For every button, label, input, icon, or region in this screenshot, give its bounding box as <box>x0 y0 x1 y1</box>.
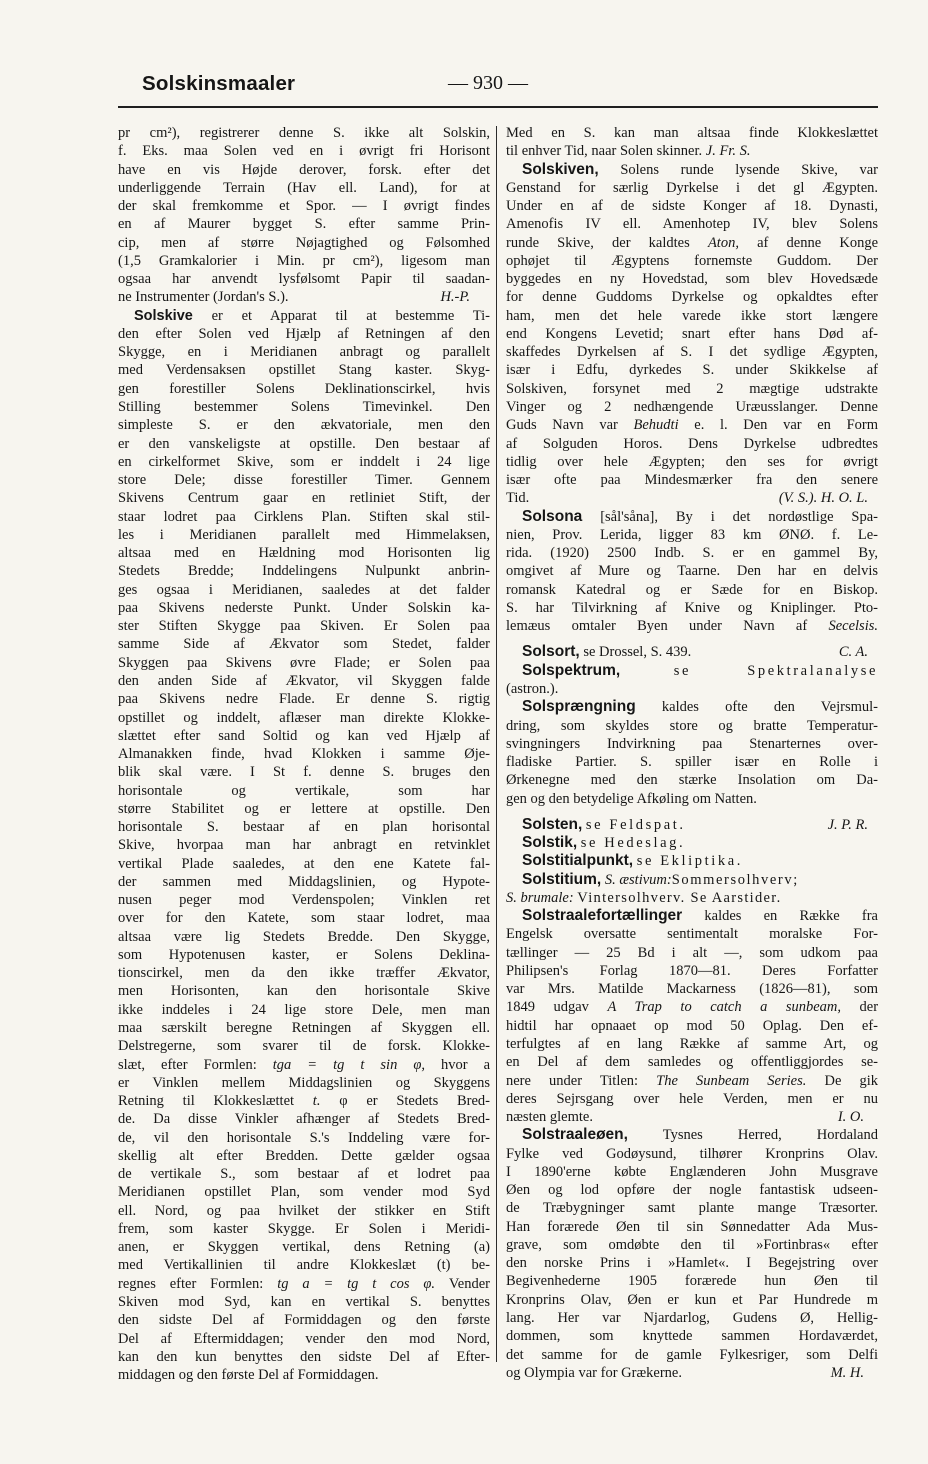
text-line: store Dele; disse forestiller Timer. Gennem <box>118 472 490 489</box>
spacer <box>506 635 878 643</box>
text-fragment: Vender <box>448 1275 490 1292</box>
text-line: dring, som skyldes store og bratte Temperatur- <box>506 717 878 734</box>
entry-headword: Solstraaleøen, <box>522 1126 628 1144</box>
text-line: skellig alt efter Bredden. Dette gælder ogsaa <box>118 1147 490 1164</box>
text-line: Vinger og 2 nedhængende Uræusslanger. Denne <box>506 398 878 415</box>
text-line: have en vis Højde derover, forsk. efter det <box>118 161 490 178</box>
text-line: er den vanskeligste at opstille. Den bestaar af <box>118 435 490 452</box>
text-line: Engelsk oversatte sentimentalt moralske For- <box>506 926 878 943</box>
text-line: Skive, hvorpaa man har anbragt en retvinklet <box>118 837 490 854</box>
entry-headword: Solstraalefortællinger <box>522 907 683 925</box>
entry-headword: Solsten, <box>522 815 583 833</box>
text-line: med Vertikallinien til andre Klokkeslæt (t) be- <box>118 1257 490 1274</box>
text-fragment: til enhver Tid, naar Solen skinner. <box>506 143 703 160</box>
column-divider <box>496 126 497 1362</box>
text-line: nusen peger mod Verdenspolen; Vinklen ret <box>118 892 490 909</box>
text-line: det samme for de gamle Fylkesriger, som Delfi <box>506 1346 878 1363</box>
text-fragment: [sål'såna], By i det nordøstlige Spa- <box>600 508 878 525</box>
text-line: horisontale S. bestaar af en plan horisontal <box>118 819 490 836</box>
text-line: (astron.). <box>506 680 559 697</box>
text-fragment: regnes efter Formlen: <box>118 1275 264 1292</box>
entry-headword: Solsprængning <box>522 698 636 716</box>
page-number: — 930 — <box>448 72 528 94</box>
text-fragment: se Hedeslag. <box>580 835 686 852</box>
text-line: svingningers Indvirkning paa Stenarternes over- <box>506 735 878 752</box>
text-line: slættet efter sand Soltid og kan ved Hjælp af <box>118 727 490 744</box>
text-line: tidlig over hele Ægypten; den ses for øvrigt <box>506 453 878 470</box>
text-line: over for den Katete, som staar lodret, maa <box>118 910 490 927</box>
text-line: af Solguden Horos. Dens Dyrkelse udbredtes <box>506 435 878 452</box>
entry-start-line <box>506 852 878 870</box>
text-line: samme Side af Ækvator som Stedet, falder <box>118 636 490 653</box>
text-line-with-signature <box>506 1364 878 1382</box>
author-signature: J. P. R. <box>827 816 868 833</box>
formula: tg a = tg t cos φ. <box>277 1275 436 1292</box>
italic-term: The Sunbeam Series. <box>656 1072 807 1089</box>
author-signature: J. Fr. S. <box>705 143 751 160</box>
text-line: Delstregerne, som svarer til de forsk. Klokke- <box>118 1038 490 1055</box>
text-line <box>506 998 878 1016</box>
text-line-with-signature <box>118 288 490 306</box>
text-line: ges ogsaa i Meridianen, saaledes at det falder <box>118 581 490 598</box>
text-fragment: se Spektralanalyse <box>673 662 878 679</box>
text-line: paa Skivens nedre Flade. Er denne S. rigtig <box>118 691 490 708</box>
text-line: f. Eks. maa Solen ved en i øvrigt fri Horisont <box>118 143 490 160</box>
author-signature: C. A. <box>838 644 868 661</box>
entry-headword: Solsort, <box>522 643 580 661</box>
text-line: den efter Solen ved Hjælp af Retningen af den <box>118 325 490 342</box>
formula: tga = tg t sin φ, <box>272 1056 425 1073</box>
entry-start-line <box>506 643 878 661</box>
running-head-title: Solskinsmaaler <box>142 72 296 95</box>
text-line: opstillet og inddelt, aflæser man direkte Klokke- <box>118 709 490 726</box>
entry-start-line <box>506 161 878 179</box>
text-fragment: er et Apparat til at bestemme Ti- <box>211 307 490 324</box>
text-line: Amenofis IV ell. Amenhotep IV, blev Solens <box>506 216 878 233</box>
text-line: større Stabilitet og er lettere at opstille. Den <box>118 800 490 817</box>
italic-term: S. æstivum: <box>604 871 672 888</box>
text-line: Han forærede Øen til sin Sønnedatter Ada Mus- <box>506 1218 878 1235</box>
text-line: Skyggen paa Skivens øvre Flade; er Solen paa <box>118 654 490 671</box>
author-signature: (V. S.). H. O. L. <box>778 490 868 507</box>
text-line: Del af Eftermiddagen; vender den mod Nord, <box>118 1330 490 1347</box>
text-line: de vertikale S., som bestaar af et lodret paa <box>118 1166 490 1183</box>
text-fragment: Vintersolhverv. Se Aarstider. <box>577 889 782 906</box>
entry-headword: Solsona <box>522 507 583 525</box>
text-line: for denne Guddoms Dyrkelse og opkaldtes efter <box>506 289 878 306</box>
text-line: Skygge, en i Meridianen anbragt og parallelt <box>118 344 490 361</box>
text-line: Skiven mod Syd, kan en vertikal S. benyttes <box>118 1294 490 1310</box>
text-line: skaffedes Dyrkelsen af S. I det sydlige Ægypten, <box>506 344 878 361</box>
spacer <box>506 808 878 816</box>
text-fragment: Tysnes Herred, Hordaland <box>662 1127 878 1144</box>
text-fragment: kaldes ofte den Vejrsmul- <box>661 699 878 716</box>
text-line: der sammen med Middagslinien, og Hypote- <box>118 873 490 890</box>
text-line: den anden Side af Ækvator, vil Skyggen falde <box>118 672 490 689</box>
entry-headword: Solstitium, <box>522 870 602 888</box>
text-line: paa Skivens nederste Punkt. Under Solskin ka- <box>118 599 490 616</box>
text-line: de Træbygninger samt plante mange Træsorter. <box>506 1200 878 1217</box>
entry-headword: Solspektrum, <box>522 661 621 679</box>
entry-start-line <box>506 508 878 526</box>
italic-term: Aton, <box>707 234 739 251</box>
italic-term: A Trap to catch a sunbeam, <box>607 999 842 1016</box>
text-line: dommen, som knyttede sammen Hordaværdet, <box>506 1328 878 1345</box>
text-line: terfulgtes af en lang Række af samme Art, og <box>506 1036 878 1053</box>
entry-headword: Solstitialpunkt, <box>522 852 634 870</box>
text-fragment: hvor a <box>441 1056 490 1073</box>
text-line: Fylke ved Godøysund, tilhører Kronprins Olav. <box>506 1145 878 1162</box>
text-line: er Vinklen mellem Middagslinien og Skyggens <box>118 1074 490 1091</box>
entry-start-line <box>506 871 878 889</box>
entry-start-line <box>506 1126 878 1144</box>
text-fragment: kaldes en Række fra <box>704 908 878 925</box>
text-line: simpleste S. er den ækvatoriale, men den <box>118 417 490 434</box>
entry-start-line <box>506 834 878 852</box>
author-signature: I. O. <box>837 1109 864 1126</box>
text-fragment: Retning til Klokkeslættet <box>118 1093 295 1110</box>
text-fragment: se Feldspat. <box>585 816 686 833</box>
text-line: frem, som kaster Skygge. Er Solen i Meridi- <box>118 1220 490 1237</box>
text-fragment: slæt, efter Formlen: <box>118 1056 257 1073</box>
text-line: grave, som omdøbte den til »Fortinbras« efter <box>506 1236 878 1253</box>
text-line: Kronprins Olav, Øen er kun et Par Hundrede m <box>506 1291 878 1308</box>
text-line: end Kongens Levetid; snart efter hans Død af- <box>506 325 878 342</box>
formula-symbol: t. <box>312 1093 321 1110</box>
text-line: les i Meridianen parallelt med Himmelaksen, <box>118 526 490 543</box>
entry-start-line <box>506 816 878 834</box>
text-line <box>506 889 878 907</box>
text-line-with-signature <box>506 1108 878 1126</box>
text-line: Øen og lod opføre der nogle fantastisk udseen- <box>506 1182 878 1199</box>
text-line: en Del af dem samledes og offentliggjordes se- <box>506 1054 878 1071</box>
text-line: cip, men af større Nøjagtighed og Følsomhed <box>118 234 490 251</box>
text-fragment: næsten glemte. <box>506 1109 593 1126</box>
text-line: de, vil den horisontale S.'s Inddeling være for- <box>118 1129 490 1146</box>
text-line: byggedes en ny Hovedstad, som blev Hovedsæde <box>506 271 878 288</box>
text-line: staar lodret paa Cirklens Plan. Stiften skal stil- <box>118 508 490 525</box>
entry-headword: Solskive <box>134 307 193 324</box>
text-line: underliggende Terrain (Hav ell. Land), for at <box>118 179 490 196</box>
text-line: Begivenhederne 1905 forærede hun Øen til <box>506 1273 878 1290</box>
text-line-with-signature <box>506 142 878 160</box>
text-fragment: se Drossel, S. 439. <box>583 644 692 661</box>
text-line: gen forestiller Solens Deklinationscirkel, hvis <box>118 380 490 397</box>
text-fragment: ne Instrumenter (Jordan's S.). <box>118 289 289 306</box>
text-fragment: Solens runde lysende Skive, var <box>620 161 878 178</box>
text-fragment: 1849 udgav <box>506 999 589 1016</box>
text-line: den sidste Del af Formiddagen og den første <box>118 1312 490 1329</box>
text-line: nien, Prov. Lerida, ligger 83 km ØNØ. f. Le- <box>506 526 878 543</box>
text-line: ogsaa har anvendt lysfølsomt Papir til saadan- <box>118 271 490 288</box>
text-line: var Mrs. Matilde Mackarness (1826—81), som <box>506 981 878 998</box>
text-line: vertikal Plade saaledes, at den ene Katete fal- <box>118 855 490 872</box>
text-line: fladiske Partier. S. spiller især en Rolle i <box>506 754 878 771</box>
entry-start-line <box>506 662 878 680</box>
text-line: rida. (1920) 2500 Indb. S. er en gammel By, <box>506 545 878 562</box>
text-line: deres Sejrsgang over hele Verden, men er nu <box>506 1090 878 1107</box>
entry-start-line <box>506 907 878 925</box>
text-fragment: af denne Konge <box>757 234 878 251</box>
formula-line <box>118 1056 490 1074</box>
text-line: hidtil har opnaaet op mod 50 Oplag. Den ef- <box>506 1017 878 1034</box>
text-fragment: φ er Stedets Bred- <box>339 1093 490 1110</box>
text-line: især i Edfu, dyrkedes S. under Skikkelse af <box>506 362 878 379</box>
italic-term: S. brumale: <box>506 889 574 906</box>
text-line: middagen og den første Del af Formiddagen. <box>118 1367 379 1384</box>
text-line: horisontale og vertikale, som har <box>118 782 490 799</box>
text-line: de. Da disse Vinkler afhænger af Stedets Bred- <box>118 1111 490 1128</box>
text-fragment: og Olympia var for Grækerne. <box>506 1364 682 1381</box>
text-line: Med en S. kan man altsaa finde Klokkeslættet <box>506 125 878 141</box>
text-line: Genstand for særlig Dyrkelse i det gl Ægypten. <box>506 179 878 196</box>
text-line: anen, er Skyggen vertikal, dens Retning (a) <box>118 1239 490 1256</box>
text-fragment: nere under Titlen: <box>506 1072 639 1089</box>
text-line: I 1890'erne købte Englænderen John Musgrave <box>506 1163 878 1180</box>
text-line: der skal fremkomme et Spor. — I øvrigt findes <box>118 198 490 215</box>
entry-headword: Solskiven, <box>522 160 599 178</box>
text-line <box>506 234 878 252</box>
formula-line <box>118 1275 490 1293</box>
entry-headword: Solstik, <box>522 834 578 852</box>
text-fragment: Sommersolhverv; <box>671 871 799 888</box>
text-line: en af Maurer bygget S. efter samme Prin- <box>118 216 490 233</box>
text-line: altsaa være lig Stedets Bredde. Den Skygge, <box>118 928 490 945</box>
text-line: lang. Her var Njardarlog, Gudens Ø, Hellig- <box>506 1310 878 1326</box>
text-fragment: De gik <box>824 1072 878 1089</box>
right-column <box>506 124 878 1382</box>
text-line: som Hypotenusen kaster, er Solens Deklina- <box>118 946 490 963</box>
text-line: tionscirkel, men da den ikke træffer Ækvator, <box>118 965 490 982</box>
text-line <box>506 416 878 434</box>
italic-term: Behudti <box>633 417 679 434</box>
text-line: Meridianen opstillet Plan, som vender mod Syd <box>118 1184 490 1201</box>
text-line: (1,5 Gramkalorier i Min. pr cm²), ligesom man <box>118 252 490 269</box>
text-line: Solskiven, forsynet med 2 mægtige udstrakte <box>506 380 878 397</box>
text-line: Stedets Bredde; Inddelingens Nulpunkt anbrin- <box>118 563 490 580</box>
text-line: romansk Katedral og er Sæde for en Biskop. <box>506 581 878 598</box>
italic-term: Secelsis. <box>828 618 878 635</box>
text-line <box>506 617 878 635</box>
text-line: en cirkelformet Skive, som er inddelt i 24 lige <box>118 453 490 470</box>
text-line: omgivet af Mure og Taarne. Den har en delvis <box>506 563 878 580</box>
text-line-with-signature <box>506 489 878 507</box>
header-rule <box>118 106 878 108</box>
text-line: ham, men det hele varede ikke stort længere <box>506 307 878 324</box>
text-line: Stilling bestemmer Solens Timevinkel. Den <box>118 398 490 415</box>
entry-start-line <box>506 698 878 716</box>
text-line: Under en af de sidste Konger af 18. Dynasti, <box>506 198 878 215</box>
text-fragment: Guds Navn var <box>506 417 618 434</box>
text-line: Almanakken finde, hvad Klokken i samme Øje- <box>118 746 490 763</box>
text-line: ophøjet til Ægyptens fornemste Guddom. Der <box>506 252 878 269</box>
text-line: maa særskilt beregne Retningen af Skyggen ell. <box>118 1020 490 1037</box>
text-line: med Verdensaksen opstillet Stang kaster. Skyg- <box>118 362 490 379</box>
text-line: ell. Nord, og paa hvilket der stikker en Stift <box>118 1202 490 1219</box>
text-line: ikke inddeles i 24 lige store Dele, men man <box>118 1001 490 1018</box>
text-line: den norske Prins i »Hamlet«. I Begejstring over <box>506 1255 878 1272</box>
text-line: S. har Tilvirkning af Knive og Kniplinger. Pto- <box>506 599 878 616</box>
author-signature: H.-P. <box>440 289 470 306</box>
text-line: pr cm²), registrerer denne S. ikke alt Solskin, <box>118 125 490 141</box>
text-fragment: lemæus omtaler Byen under Navn af <box>506 618 808 635</box>
text-line: gen og den betydelige Afkøling om Natten. <box>506 790 757 807</box>
running-header <box>118 64 862 104</box>
text-line: blik skal være. I St f. denne S. bruges den <box>118 764 490 781</box>
text-fragment: der <box>859 999 878 1016</box>
text-line: Philipsen's Forlag 1870—81. Deres Forfatter <box>506 962 878 979</box>
text-line: ster Stiften Skygge paa Skiven. Er Solen paa <box>118 618 490 635</box>
text-line <box>118 1092 490 1110</box>
text-fragment: runde Skive, der kaldtes <box>506 234 690 251</box>
text-line <box>506 1072 878 1090</box>
left-column <box>118 124 490 1384</box>
text-line: især ofte paa Mindesmærker fra den senere <box>506 472 878 489</box>
text-line: Ørkenegne med den stærke Insolation om Da- <box>506 772 878 789</box>
text-fragment: se Ekliptika. <box>636 853 744 870</box>
text-line: Skivens Centrum gaar en retliniet Stift, der <box>118 490 490 507</box>
entry-start-line <box>118 307 490 325</box>
text-line: altsaa med en Hældning mod Horisonten lig <box>118 545 490 562</box>
text-line: kan den kun benyttes den sidste Del af Efter- <box>118 1348 490 1365</box>
author-signature: M. H. <box>830 1364 864 1381</box>
text-line: tællinger — 25 Bd i alt —, som udkom paa <box>506 944 878 961</box>
text-fragment: Tid. <box>506 490 530 507</box>
text-line: men Horisonten, kan den horisontale Skive <box>118 983 490 1000</box>
text-fragment: e. l. Den var en Form <box>694 417 878 434</box>
